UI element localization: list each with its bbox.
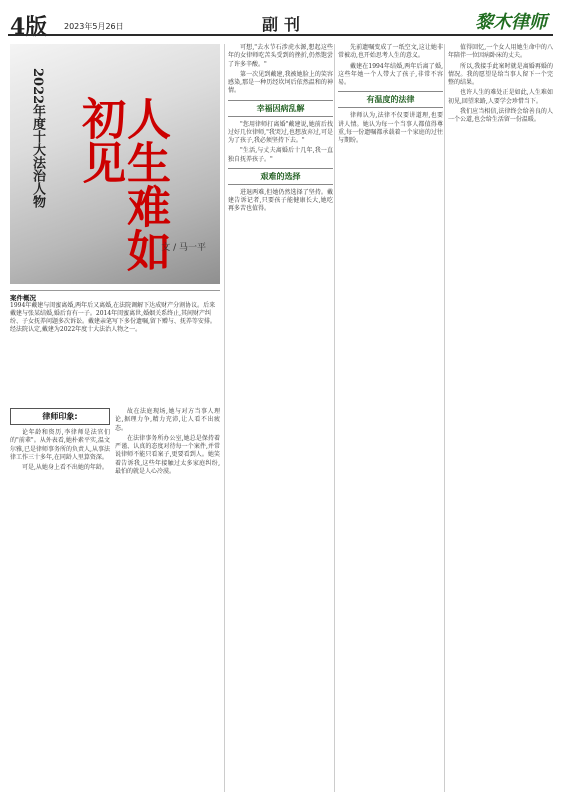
lawyer-impression-title: 律师印象:	[10, 408, 110, 425]
case-summary-text: 1994年戴建与闺蜜离婚,两年后又离婚,在法院调解下达成财产分割协议。后来戴建与张某结婚,婚后育有一子。2014年闺蜜离世,婚姻关系终止,其间财产纠纷、子女抚养问题多次诉讼。戴建亲笔写下多份遗嘱,留下赠与、抚养等安排。经法院认定,戴建为2022年度十大法治人物之一。	[10, 302, 216, 333]
paragraph: "生活,与丈夫离婚后十几年,我一直独自抚养孩子。"	[228, 147, 333, 163]
paragraph: 我们应当相信,法律终会给善良的人一个公道,也会给生活留一份温暖。	[448, 107, 553, 124]
hero-author: 文 / 马一平	[161, 243, 206, 253]
paragraph: "您用律师打离婚"戴建说,她前后找过好几位律师,"我哭过,也想放弃过,可是为了孩子,我必须坚持下去。"	[228, 120, 333, 145]
case-summary-head: 案件概况	[10, 294, 36, 302]
subheading: 幸福因病乱解	[228, 100, 333, 117]
paragraph: 第一次见到戴建,我被她脸上的笑容感染,那是一种历经坎坷后依然温和的神情。	[228, 70, 333, 95]
hero-title: 人生难如初见	[74, 96, 170, 272]
paragraph: 故在法庭现场,她与对方当事人理论,据理力争,精力充沛,让人看不出疲态。	[115, 408, 220, 432]
masthead-logo: 黎木律师	[475, 12, 547, 33]
paragraph: 所以,我接手此案时就是离婚再婚的情况。我的愿望是给当事人留下一个完整的结果。	[448, 62, 553, 87]
section-title: 副刊	[262, 15, 307, 34]
hero-subtitle: 2022年度十大法治人物	[30, 68, 45, 209]
paragraph: 进退两难,但她仍然选择了坚持。戴建告诉记者,只要孩子能健康长大,她吃再多苦也值得。	[228, 188, 333, 213]
paragraph: 律师认为,法律不仅要讲道理,也要讲人情。她认为每一个当事人都值得尊重,每一份遗嘱都承载着一个家庭的过往与期盼。	[338, 112, 443, 145]
page-header	[0, 0, 561, 40]
left-column-2	[115, 408, 220, 478]
article-column-3	[228, 44, 333, 216]
hero-image	[10, 44, 220, 284]
column-divider	[334, 44, 335, 792]
paragraph: 值得回忆,一个女人用她生命中的八年陪伴一位因病卧床的丈夫。	[448, 44, 553, 60]
paragraph: 戴建在1994年结婚,两年后离了婚,这些年她一个人带大了孩子,非常不容易。	[338, 62, 443, 87]
subheading: 艰难的选择	[228, 168, 333, 185]
page-number: 4版	[10, 14, 48, 40]
paragraph: 可想,"去水节石涉虎水源,想起这些年的女律师吃苦头受到的挫折,仍然饱尝了许多辛酸。"	[228, 44, 333, 68]
column-divider	[224, 44, 225, 792]
case-summary-box	[10, 290, 220, 334]
article-column-5	[448, 44, 553, 126]
column-divider	[444, 44, 445, 792]
paragraph: 论年龄和资历,李律师是法官们的"前辈"。从外表看,她朴素平实,温文尔雅,已是律师事务所的负责人,从事法律工作三十多年,在同龄人里算资深。	[10, 429, 110, 461]
issue-date: 2023年5月26日	[64, 22, 124, 31]
subheading: 有温度的法律	[338, 91, 443, 108]
paragraph: 可是,从她身上看不出她的年龄。	[22, 464, 108, 472]
article-column-4	[338, 44, 443, 147]
paragraph: 也许人生的难处正是如此,人生难如初见,回望来路,人要学会珍惜当下。	[448, 89, 553, 105]
header-rule	[8, 34, 553, 36]
paragraph: 在法律事务所办公室,她总是保持着严谨、认真的态度对待每一个案件,并常说律师不能只看案子,更要看到人。她笑着告诉我,这些年接触过太多家庭纠纷,最怕的就是人心冷漠。	[115, 434, 220, 475]
paragraph: 先前遗嘱变成了一纸空文,这让她非常被动,也开始思考人生的意义。	[338, 44, 443, 60]
lawyer-impression-column	[10, 408, 110, 474]
